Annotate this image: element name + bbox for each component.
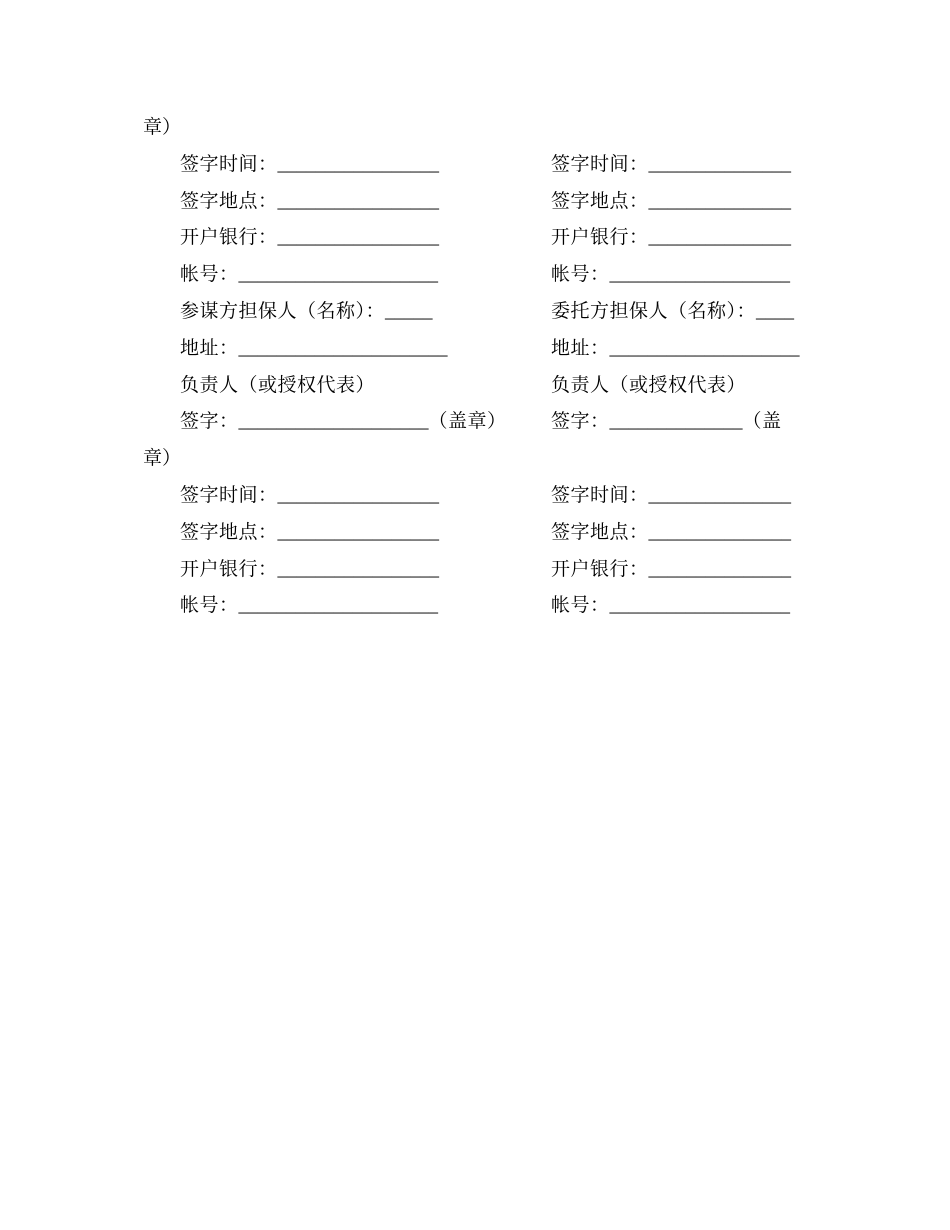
field-label: 签字： (180, 411, 239, 433)
field-label: 开户银行： (551, 227, 649, 249)
field-label: 签字地点： (180, 190, 278, 212)
field-label: 帐号： (551, 264, 610, 286)
field-label: 地址： (180, 337, 239, 359)
field-row (0, 478, 950, 515)
field-row (0, 294, 950, 331)
field-row (0, 552, 950, 589)
left-column-cell (180, 294, 551, 331)
fill-in-line[interactable]: _________________ (277, 153, 440, 175)
fill-in-line[interactable]: ____ (756, 300, 795, 322)
right-column-cell (551, 368, 950, 405)
field-label: 帐号： (180, 264, 239, 286)
right-column-cell (551, 147, 950, 184)
field-label: 签字时间： (180, 484, 278, 506)
right-column-cell (551, 184, 950, 221)
left-column-cell (180, 220, 551, 257)
field-label: 参谋方担保人（名称）： (180, 300, 386, 322)
field-label: 签字地点： (551, 190, 649, 212)
field-row (0, 404, 950, 441)
fill-in-line[interactable]: _______________ (648, 227, 792, 249)
field-row (0, 588, 950, 625)
left-column-cell (180, 257, 551, 294)
fill-in-line[interactable]: _______________ (648, 153, 792, 175)
field-row (0, 147, 950, 184)
seal-note: （盖章） (428, 411, 507, 433)
right-column-cell (551, 552, 950, 589)
left-column-cell (180, 368, 551, 405)
fill-in-line[interactable]: ____________________ (238, 411, 429, 433)
field-label: 地址： (551, 337, 610, 359)
continuation-text: 章） (143, 448, 182, 470)
left-column-cell (180, 331, 551, 368)
field-row (0, 220, 950, 257)
field-label: 签字地点： (180, 521, 278, 543)
fill-in-line[interactable]: ___________________ (609, 264, 791, 286)
field-label: 签字时间： (551, 484, 649, 506)
fill-in-line[interactable]: _______________ (648, 190, 792, 212)
fill-in-line[interactable]: _____ (385, 300, 433, 322)
fill-in-line[interactable]: _____________________ (238, 264, 439, 286)
left-column-cell (180, 184, 551, 221)
field-label: 签字地点： (551, 521, 649, 543)
right-column-cell (551, 331, 950, 368)
right-column-cell (551, 515, 950, 552)
fill-in-line[interactable]: _________________ (277, 484, 440, 506)
fill-in-line[interactable]: _________________ (277, 227, 440, 249)
right-column-cell (551, 478, 950, 515)
right-column-cell (551, 257, 950, 294)
field-row (0, 257, 950, 294)
fill-in-line[interactable]: _________________ (277, 558, 440, 580)
field-row (0, 515, 950, 552)
seal-note: （盖 (742, 411, 782, 433)
field-label: 开户银行： (180, 227, 278, 249)
left-column-cell (180, 404, 551, 441)
fill-in-line[interactable]: ______________________ (238, 337, 448, 359)
right-column-cell (551, 294, 950, 331)
right-column-cell (551, 588, 950, 625)
left-column-cell (180, 147, 551, 184)
fill-in-line[interactable]: _______________ (648, 558, 792, 580)
left-column-cell (180, 478, 551, 515)
fill-in-line[interactable]: ___________________ (609, 595, 791, 617)
field-label: 负责人（或授权代表） (551, 374, 747, 396)
field-label: 签字： (551, 411, 610, 433)
field-row (0, 184, 950, 221)
field-row (0, 331, 950, 368)
continuation-text: 章） (143, 117, 182, 138)
fill-in-line[interactable]: _______________ (648, 521, 792, 543)
right-column-cell (551, 404, 950, 441)
field-label: 负责人（或授权代表） (180, 374, 376, 396)
fill-in-line[interactable]: _______________ (648, 484, 792, 506)
field-label: 帐号： (180, 595, 239, 617)
left-column-cell (180, 515, 551, 552)
fill-in-line[interactable]: _____________________ (238, 595, 439, 617)
field-row (0, 368, 950, 405)
fill-in-line[interactable]: ______________ (609, 411, 743, 433)
left-column-cell (180, 588, 551, 625)
fill-in-line[interactable]: _________________ (277, 521, 440, 543)
field-label: 开户银行： (180, 558, 278, 580)
fill-in-line[interactable]: ____________________ (609, 337, 800, 359)
right-column-cell (551, 220, 950, 257)
field-label: 委托方担保人（名称）： (551, 300, 757, 322)
field-label: 签字时间： (551, 153, 649, 175)
field-label: 开户银行： (551, 558, 649, 580)
field-label: 帐号： (551, 595, 610, 617)
left-column-cell (180, 552, 551, 589)
fill-in-line[interactable]: _________________ (277, 190, 440, 212)
field-label: 签字时间： (180, 153, 278, 175)
